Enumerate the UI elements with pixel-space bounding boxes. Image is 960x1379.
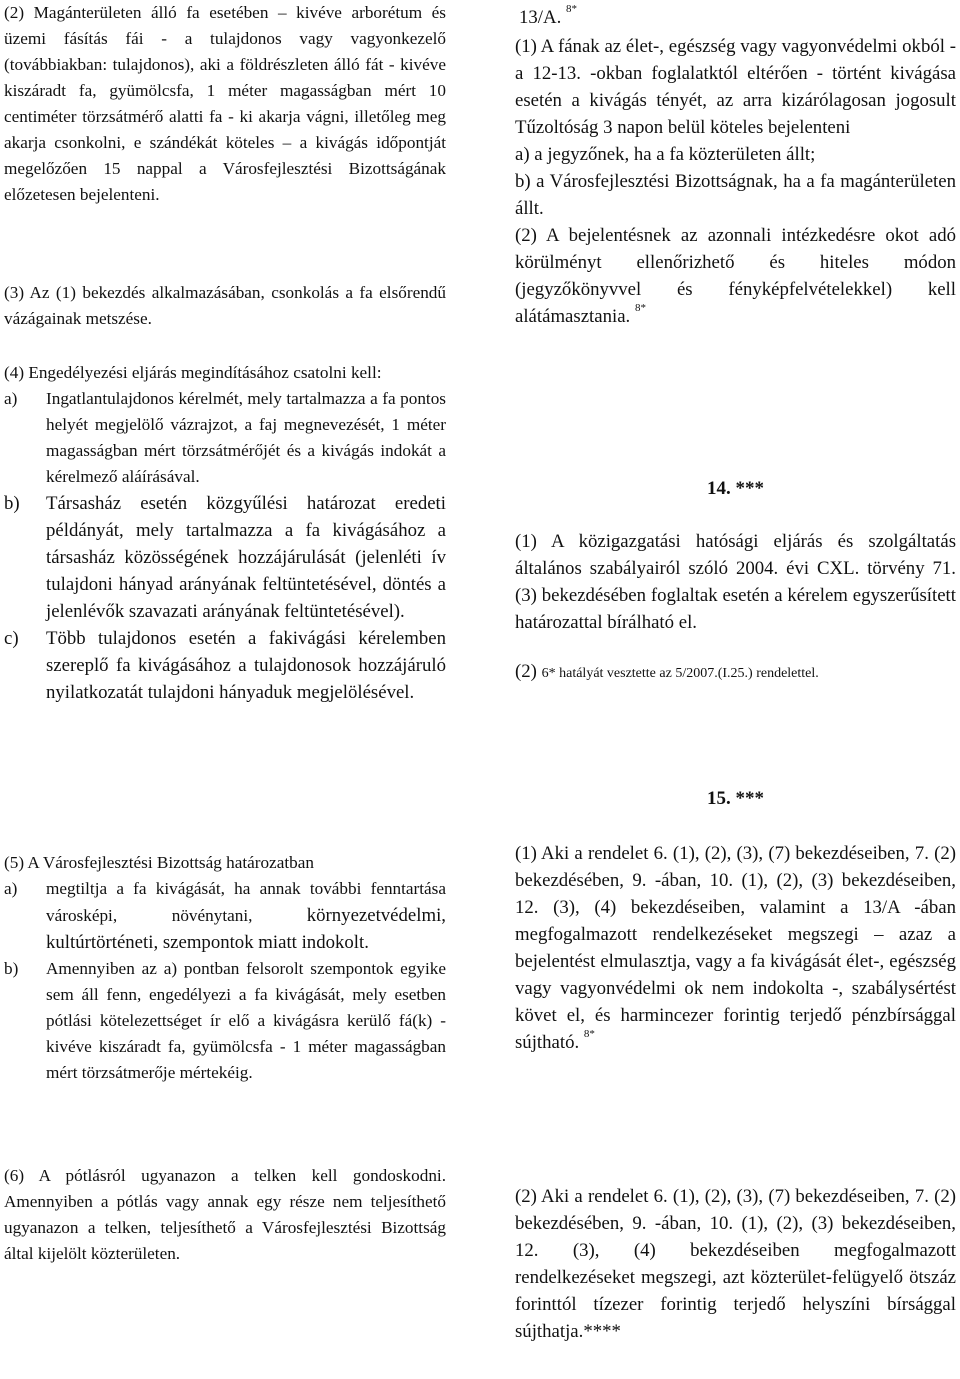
list-item	[4, 386, 446, 490]
list-item-label: b)	[4, 959, 19, 978]
section-13a-paragraph-2-footnote-mark: 8*	[634, 301, 646, 314]
list-item-label: a)	[4, 879, 18, 898]
list-item-text-part-2: környezetvédelmi, kultúrtörténeti, szempontok miatt indokolt.	[46, 905, 446, 953]
section-13a-title: 13/A.	[519, 7, 562, 28]
list-item-label: a)	[4, 389, 18, 408]
paragraph-5	[4, 850, 446, 1086]
section-14-paragraph-2-text: 6* hatályát vesztette az 5/2007.(I.25.) rendelettel.	[541, 666, 819, 681]
list-item-text: Ingatlantulajdonos kérelmét, mely tartalmazza a fa pontos helyét megjelölő vázrajzot, a faj megnevezését, 1 méter magasságban mért törzsátmérőjét és a kivágás indokát a kérelmező aláírásával.	[46, 389, 446, 486]
list-item	[4, 956, 446, 1086]
section-15-paragraph-1-text: (1) Aki a rendelet 6. (1), (2), (3), (7) bekezdéseiben, 7. (2) bekezdésében, 9. -ában, 10. (1), (2), (3) bekezdéseiben, 12. (3), (4) bekezdéseiben, valamint a 13/A -ában megfogalmazott rendelkezéseket megszegi – azaz a bejelentést elmulasztja, vagy a fa kivágását élet-, egészség vagy vagyonvédelmi ok nem indokolta -, szabálysértést követ el, és harmincezer forintig terjedő pénzbírsággal sújtható.	[515, 843, 956, 1053]
list-item-text-part-1: megtiltja a fa kivágását, ha annak további fenntartása városképi, növénytani,	[46, 879, 446, 925]
section-13a-paragraph-2	[515, 222, 956, 330]
section-15-part-2	[515, 1183, 956, 1345]
list-item	[4, 876, 446, 956]
paragraph-5-intro: (5) A Városfejlesztési Bizottság határozatban	[4, 853, 314, 872]
list-item-label: b)	[4, 493, 20, 514]
section-13a-heading	[515, 4, 956, 31]
section-13a-footnote-mark: 8*	[565, 2, 577, 15]
list-item-label: c)	[4, 628, 19, 649]
paragraph-3	[4, 280, 446, 332]
paragraph-2-text: (2) Magánterületen álló fa esetében – kivéve arborétum és üzemi fásítás fái - a tulajdonos vagy vagyonkezelő (továbbiakban: tulajdonos), aki a földrészleten álló fát - kivéve kiszáradt fa, gyümölcsfa, 1 méter magasságban mért 10 centiméter törzsátmérő alatti fa - ki akarja vágni, illetőleg meg akarja csonkolni, e szándékát köteles – a kivágás időpontját megelőzően 15 nappal a Városfejlesztési Bizottságának előzetesen bejelenteni.	[4, 3, 446, 204]
section-15-title: 15. ***	[707, 788, 764, 809]
section-15-paragraph-1	[515, 840, 956, 1056]
paragraph-4	[4, 360, 446, 706]
section-13a	[515, 4, 956, 330]
section-15	[515, 788, 956, 1056]
section-14-title: 14. ***	[707, 478, 764, 499]
list-item	[4, 490, 446, 625]
section-15-paragraph-2: (2) Aki a rendelet 6. (1), (2), (3), (7) bekezdéseiben, 7. (2) bekezdésében, 9. -ában, 10. (1), (2), (3) bekezdéseiben, 12. (3), (4) bekezdéseiben megfogalmazott rendelkezéseket megszegi, azt közterület-felügyelő ötszáz forinttól tízezer forintig terjedő helyszíni bírsággal sújthatja.****	[515, 1186, 956, 1342]
list-item-text: Társasház esetén közgyűlési határozat eredeti példányát, mely tartalmazza a fa kivágásához a társasház közösségének hozzájárulását (jelenléti ív tulajdoni hányad arányának feltüntetésével, döntés a jelenlévők szavazati arányának feltüntetésével).	[46, 493, 446, 622]
paragraph-6-text: (6) A pótlásról ugyanazon a telken kell gondoskodni. Amennyiben a pótlás vagy annak egy része nem teljesíthető ugyanazon a telken, teljesíthető a Városfejlesztési Bizottság által kijelölt közterületen.	[4, 1166, 446, 1263]
list-item	[4, 625, 446, 706]
paragraph-2	[4, 0, 446, 208]
paragraph-3-text: (3) Az (1) bekezdés alkalmazásában, csonkolás a fa elsőrendű vázágainak metszése.	[4, 283, 446, 328]
list-item-text: Több tulajdonos esetén a fakivágási kérelemben szereplő fa kivágásához a tulajdonosok hozzájáruló nyilatkozatát tulajdoni hányaduk megjelölésével.	[46, 628, 446, 703]
section-13a-paragraph-1: (1) A fának az élet-, egészség vagy vagyonvédelmi okból - a 12-13. -okban foglalatktól eltérően - történt kivágása esetén a kivágás tényét, az arra kizárólagosan jogosult Tűzoltóság 3 napon belül köteles bejelenteni	[515, 36, 956, 138]
paragraph-4-intro: (4) Engedélyezési eljárás megindításához csatolni kell:	[4, 363, 382, 382]
paragraph-6	[4, 1163, 446, 1267]
section-13a-item-b: b) a Városfejlesztési Bizottságnak, ha a fa magánterületen állt.	[515, 171, 956, 219]
list-item-text	[46, 876, 446, 956]
section-15-paragraph-1-footnote-mark: 8*	[583, 1027, 595, 1040]
list-item-text: Amennyiben az a) pontban felsorolt szempontok egyike sem áll fenn, engedélyezi a fa kivágását, mely esetben pótlási kötelezettséget ír elő a kivágásra kerülő fá(k) - kivéve kiszáradt fa, gyümölcsfa - 1 méter magasságban mért törzsátmerője mértekéig.	[46, 959, 446, 1082]
section-14-paragraph-2	[515, 658, 956, 687]
section-14-paragraph-2-number: (2)	[515, 661, 537, 682]
section-13a-item-a: a) a jegyzőnek, ha a fa közterületen állt;	[515, 144, 816, 165]
section-14-paragraph-1: (1) A közigazgatási hatósági eljárás és szolgáltatás általános szabályairól szóló 2004. évi CXL. törvény 71. (3) bekezdésében foglaltak esetén a kérelem egyszerűsített határozattal bírálható el.	[515, 531, 956, 633]
section-14	[515, 478, 956, 687]
section-13a-paragraph-2-text: (2) A bejelentésnek az azonnali intézkedésre okot adó körülményt ellenőrizhető és hiteles módon (jegyzőkönyvvel és fényképfelvételekkel) kell alátámasztania.	[515, 225, 956, 327]
